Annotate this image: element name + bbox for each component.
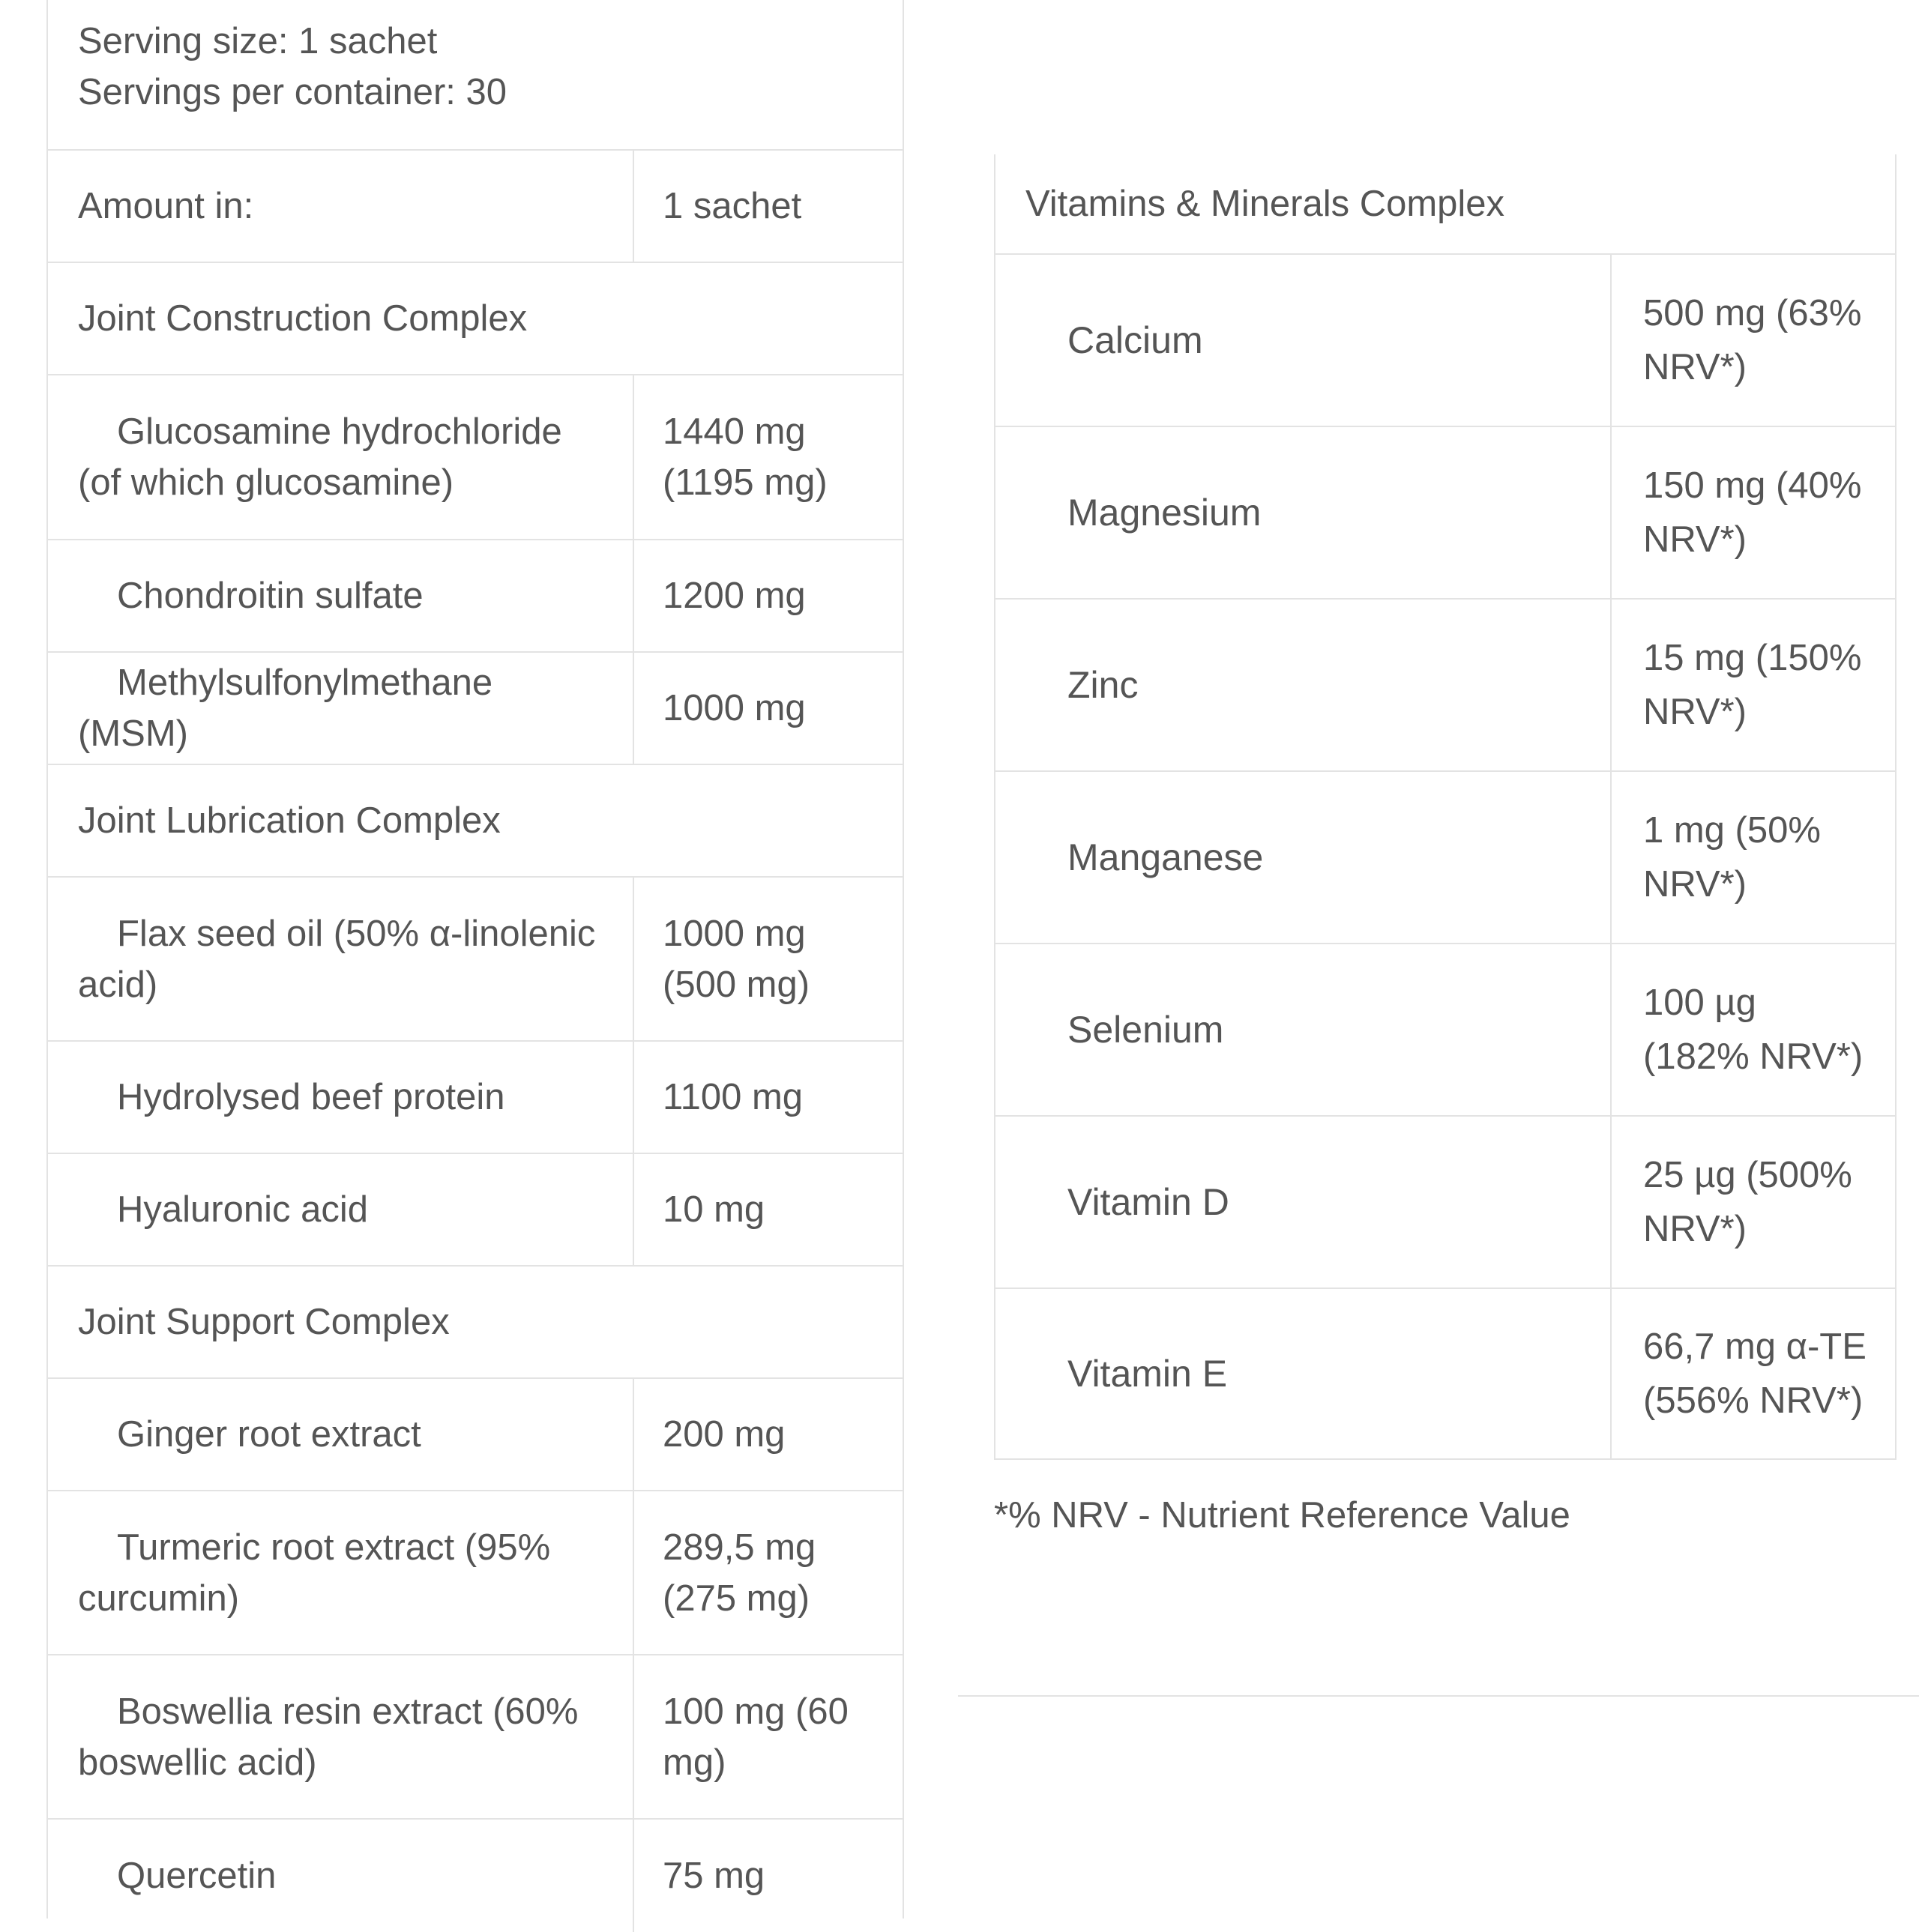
ingredient-amount: 1000 mg (500 mg) (663, 913, 810, 1005)
ingredient-name: Hyaluronic acid (48, 1154, 634, 1265)
table-row (995, 427, 1895, 600)
nutrient-amount: 150 mg (40% NRV*) (1643, 465, 1862, 560)
table-row (995, 1289, 1895, 1458)
table-row (48, 1491, 903, 1655)
table-row (995, 772, 1895, 944)
ingredient-amount: 75 mg (663, 1856, 765, 1896)
table-row (48, 540, 903, 653)
ingredient-name: Methylsulfonylmethane (MSM) (48, 653, 634, 764)
nutrient-name: Selenium (995, 944, 1612, 1115)
nrv-footnote: *% NRV - Nutrient Reference Value (994, 1495, 1570, 1536)
table-row (48, 878, 903, 1042)
section-title: Joint Lubrication Complex (78, 800, 501, 841)
nutrient-name: Magnesium (995, 427, 1612, 598)
table-header-row (48, 151, 903, 263)
nutrient-amount: 15 mg (150% NRV*) (1643, 638, 1862, 732)
servings-per-container: Servings per container: 30 (78, 72, 507, 112)
nutrient-amount: 25 µg (500% NRV*) (1643, 1155, 1852, 1249)
ingredient-name: Ginger root extract (48, 1379, 634, 1490)
ingredient-name: Hydrolysed beef protein (48, 1042, 634, 1153)
ingredient-amount: 1440 mg (1195 mg) (663, 411, 828, 503)
table-row (48, 1655, 903, 1820)
nutrient-name: Manganese (995, 772, 1612, 943)
ingredient-amount: 1000 mg (663, 688, 806, 728)
section-title: Vitamins & Minerals Complex (995, 154, 1895, 255)
ingredient-amount: 1200 mg (663, 576, 806, 616)
serving-info (48, 0, 903, 151)
section-row-joint-support (48, 1267, 903, 1379)
ingredient-name: Turmeric root extract (95% curcumin) (48, 1491, 634, 1654)
nutrient-name: Vitamin D (995, 1117, 1612, 1288)
ingredient-name: Glucosamine hydrochloride (of which glucosamine) (48, 375, 634, 539)
table-row (995, 600, 1895, 772)
ingredient-name: Quercetin (48, 1820, 634, 1932)
ingredient-amount: 200 mg (663, 1414, 786, 1455)
section-title: Joint Construction Complex (78, 298, 528, 339)
divider (958, 1695, 1919, 1697)
nutrient-amount: 500 mg (63% NRV*) (1643, 293, 1862, 387)
nutrient-name: Zinc (995, 600, 1612, 770)
table-row (48, 653, 903, 765)
table-row (48, 1379, 903, 1491)
section-row-joint-lubrication (48, 765, 903, 878)
ingredient-amount: 289,5 mg (275 mg) (663, 1527, 816, 1619)
nutrient-name: Vitamin E (995, 1289, 1612, 1458)
ingredients-table (46, 0, 904, 1919)
ingredient-name: Flax seed oil (50% α-linolenic acid) (48, 878, 634, 1040)
amount-in-label: Amount in: (48, 151, 634, 262)
table-row (995, 255, 1895, 427)
table-row (995, 944, 1895, 1117)
ingredient-amount: 100 mg (60 mg) (663, 1691, 849, 1783)
nutrient-amount: 100 µg (182% NRV*) (1643, 982, 1864, 1077)
ingredient-amount: 10 mg (663, 1189, 765, 1230)
table-row (48, 375, 903, 540)
nutrient-name: Calcium (995, 255, 1612, 426)
section-title: Joint Support Complex (78, 1302, 450, 1342)
ingredient-name: Boswellia resin extract (60% boswellic acid) (48, 1655, 634, 1818)
nutrient-amount: 1 mg (50% NRV*) (1643, 810, 1821, 905)
table-row (48, 1154, 903, 1267)
nutrient-amount: 66,7 mg α-TE (556% NRV*) (1643, 1326, 1867, 1421)
table-row (48, 1042, 903, 1154)
table-row (48, 1820, 903, 1932)
table-row (995, 1117, 1895, 1289)
ingredient-name: Chondroitin sulfate (48, 540, 634, 651)
vitamins-minerals-table (994, 154, 1897, 1460)
section-row-joint-construction (48, 263, 903, 375)
ingredient-amount: 1100 mg (663, 1077, 804, 1117)
amount-in-value: 1 sachet (663, 186, 802, 226)
serving-size: Serving size: 1 sachet (78, 21, 438, 61)
